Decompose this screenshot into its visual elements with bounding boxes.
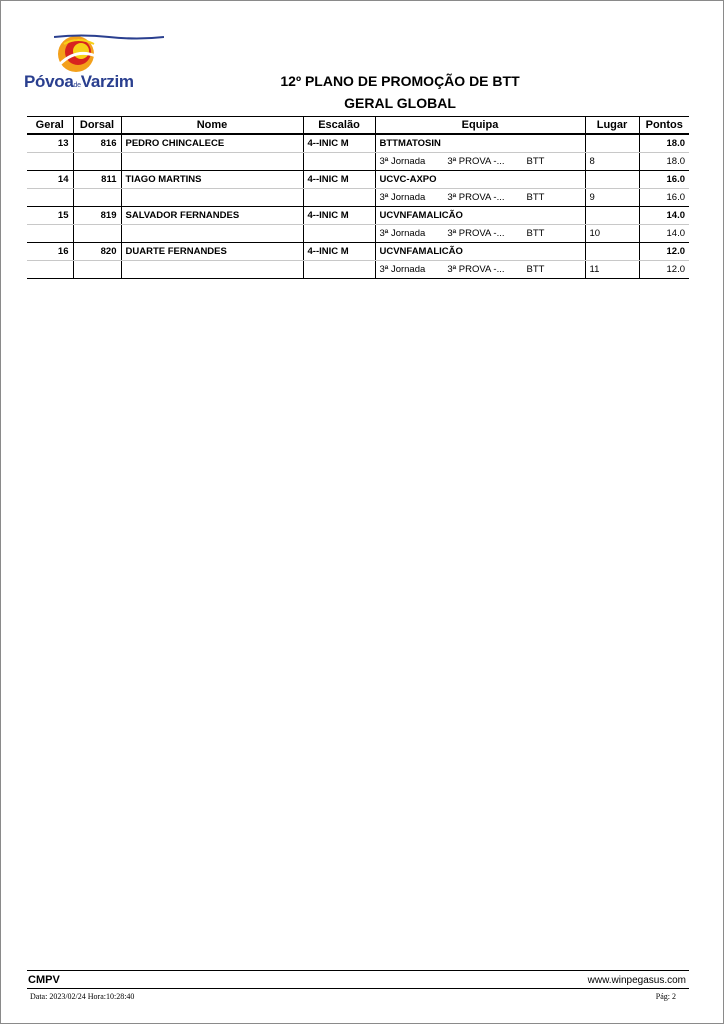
detail-prova: 3ª PROVA -... [447,156,505,167]
report-subtitle: GERAL GLOBAL [344,95,456,111]
cell-equipa: UCVNFAMALICÃO [375,207,585,225]
cell-nome: SALVADOR FERNANDES [121,207,303,225]
cell-equipa: UCVC-AXPO [375,171,585,189]
cell-nome: PEDRO CHINCALECE [121,134,303,153]
detail-lugar: 9 [585,189,639,207]
cell-escalao: 4--INIC M [303,207,375,225]
cell-lugar [585,171,639,189]
detail-jornada: 3ª Jornada [379,156,426,167]
col-escalao-header: Escalão [303,117,375,135]
cell-nome: TIAGO MARTINS [121,171,303,189]
cell-lugar [585,207,639,225]
detail-jornada: 3ª Jornada [379,192,426,203]
table-detail-row [27,261,689,279]
detail-tipo: BTT [526,156,545,167]
cell-pontos: 18.0 [639,134,689,153]
results-table [27,116,689,279]
detail-pontos: 14.0 [639,225,689,243]
cell-dorsal: 811 [73,171,121,189]
cell-pontos: 16.0 [639,171,689,189]
cell-lugar [585,243,639,261]
logo-wave-icon [54,34,164,40]
detail-lugar: 11 [585,261,639,279]
cell-geral: 13 [27,134,73,153]
detail-jornada: 3ª Jornada [379,228,426,239]
cell-equipa-detail [375,153,585,171]
col-lugar-header: Lugar [585,117,639,135]
povoa-de-varzim-logo [24,34,136,100]
cell-escalao: 4--INIC M [303,243,375,261]
table-row [27,171,689,189]
report-title: 12º PLANO DE PROMOÇÃO DE BTT [280,73,520,89]
cell-equipa-detail [375,261,585,279]
footer-date: Data: 2023/02/24 Hora:10:28:40 [30,992,135,1001]
detail-tipo: BTT [526,264,545,275]
detail-tipo: BTT [526,228,545,239]
detail-pontos: 18.0 [639,153,689,171]
logo-wordmark: PóvoadeVarzim [24,72,134,91]
footer-rule-top [27,970,689,971]
cell-equipa-detail [375,189,585,207]
detail-pontos: 16.0 [639,189,689,207]
detail-jornada: 3ª Jornada [379,264,426,275]
cell-geral: 14 [27,171,73,189]
col-nome-header: Nome [121,117,303,135]
cell-pontos: 14.0 [639,207,689,225]
footer-page-number: Pág: 2 [655,992,676,1001]
cell-equipa-detail [375,225,585,243]
cell-geral: 15 [27,207,73,225]
detail-prova: 3ª PROVA -... [447,228,505,239]
detail-prova: 3ª PROVA -... [447,192,505,203]
footer-org: CMPV [28,974,60,986]
cell-dorsal: 816 [73,134,121,153]
detail-prova: 3ª PROVA -... [447,264,505,275]
cell-pontos: 12.0 [639,243,689,261]
detail-lugar: 8 [585,153,639,171]
table-detail-row [27,153,689,171]
detail-pontos: 12.0 [639,261,689,279]
col-equipa-header: Equipa [375,117,585,135]
sun-logo-icon [54,34,102,74]
cell-lugar [585,134,639,153]
cell-equipa: UCVNFAMALICÃO [375,243,585,261]
col-dorsal-header: Dorsal [73,117,121,135]
table-row [27,243,689,261]
cell-equipa: BTTMATOSIN [375,134,585,153]
cell-geral: 16 [27,243,73,261]
cell-escalao: 4--INIC M [303,171,375,189]
table-row [27,134,689,153]
cell-dorsal: 819 [73,207,121,225]
detail-tipo: BTT [526,192,545,203]
footer-rule-bottom [27,988,689,989]
col-pontos-header: Pontos [639,117,689,135]
detail-lugar: 10 [585,225,639,243]
cell-dorsal: 820 [73,243,121,261]
table-detail-row [27,189,689,207]
table-row [27,207,689,225]
col-geral-header: Geral [27,117,73,135]
cell-escalao: 4--INIC M [303,134,375,153]
report-title-block [200,70,600,114]
cell-nome: DUARTE FERNANDES [121,243,303,261]
footer-website-link[interactable]: www.winpegasus.com [587,975,686,986]
table-header-row [27,117,689,135]
table-detail-row [27,225,689,243]
